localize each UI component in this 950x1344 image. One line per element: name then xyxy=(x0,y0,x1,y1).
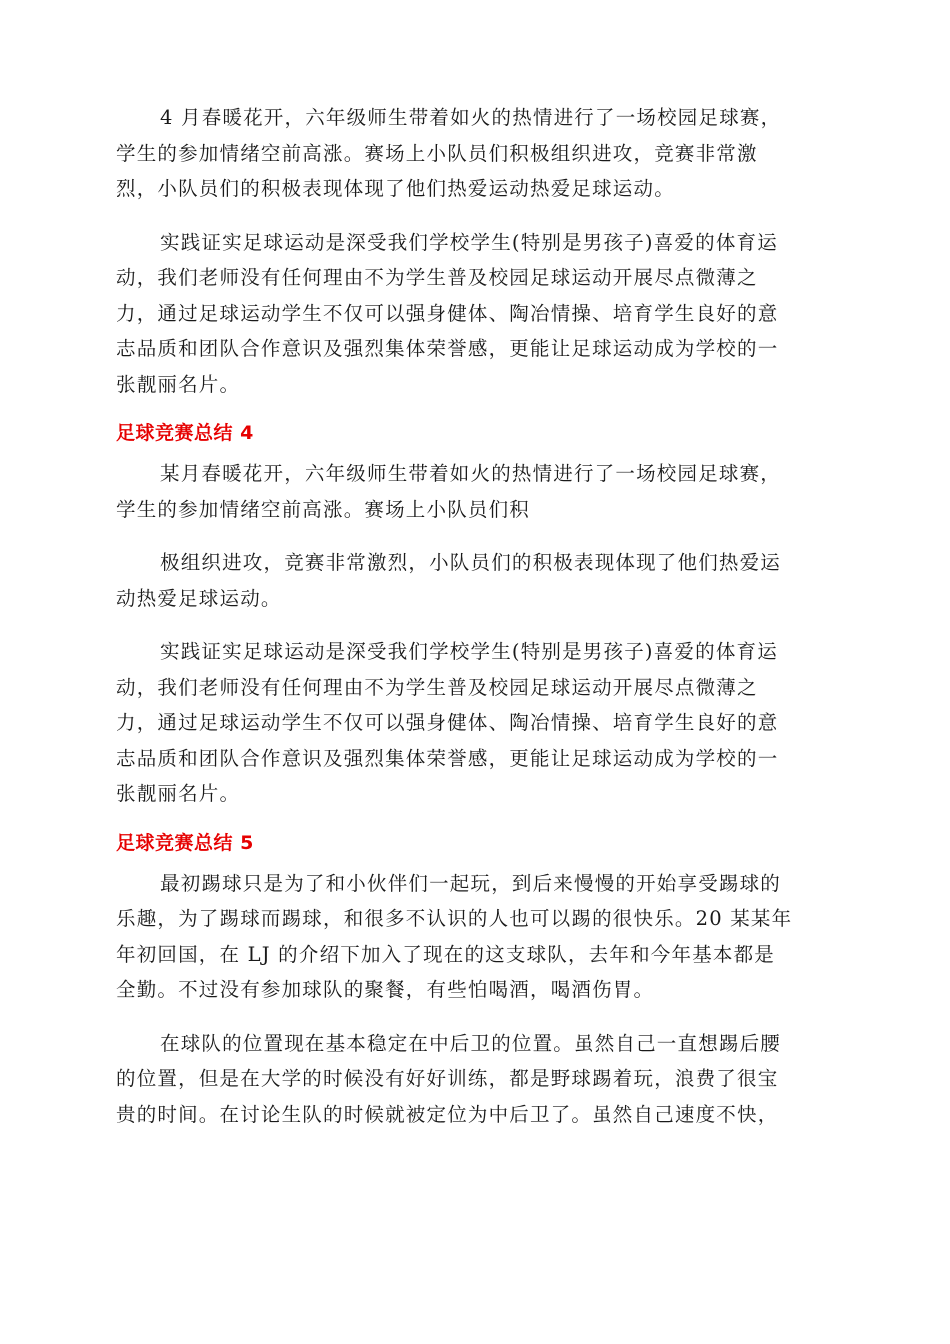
text-line: 力，通过足球运动学生不仅可以强身健体、陶冶情操、培育学生良好的意 xyxy=(116,301,779,325)
text-line: 动，我们老师没有任何理由不为学生普及校园足球运动开展尽点微薄之 xyxy=(116,266,758,289)
text-line: 学生的参加情绪空前高涨。赛场上小队员们积 xyxy=(116,497,531,521)
text-line: 最初踢球只是为了和小伙伴们一起玩，到后来慢慢的开始享受踢球的 xyxy=(160,871,782,895)
text-line: 年初回国，在 LJ 的介绍下加入了现在的这支球队，去年和今年基本都是 xyxy=(116,942,775,966)
text-line: 张靓丽名片。 xyxy=(116,372,241,396)
text-line: 贵的时间。在讨论生队的时候就被定位为中后卫了。虽然自己速度不快， xyxy=(116,1102,779,1126)
text-line: 极组织进攻，竞赛非常激烈，小队员们的积极表现体现了他们热爱运 xyxy=(160,551,782,574)
text-line: 志品质和团队合作意识及强烈集体荣誉感，更能让足球运动成为学校的一 xyxy=(116,746,779,770)
text-line: 的位置，但是在大学的时候没有好好训练，都是野球踢着玩，浪费了很宝 xyxy=(116,1067,779,1090)
text-line: 乐趣，为了踢球而踢球，和很多不认识的人也可以踢的很快乐。20 某某年 xyxy=(116,907,793,930)
text-line: 实践证实足球运动是深受我们学校学生(特别是男孩子)喜爱的体育运 xyxy=(160,640,778,663)
paragraph-3 xyxy=(116,456,836,527)
text-line: 学生的参加情绪空前高涨。赛场上小队员们积极组织进攻，竞赛非常激 xyxy=(116,141,758,165)
paragraph-2 xyxy=(116,225,836,403)
text-line: 烈，小队员们的积极表现体现了他们热爱运动热爱足球运动。 xyxy=(116,177,675,200)
text-line: 动热爱足球运动。 xyxy=(116,586,282,610)
text-line: 动，我们老师没有任何理由不为学生普及校园足球运动开展尽点微薄之 xyxy=(116,675,758,699)
paragraph-6 xyxy=(116,866,836,1008)
paragraph-4 xyxy=(116,545,836,616)
document-page xyxy=(116,100,836,1150)
text-line: 某月春暖花开，六年级师生带着如火的热情进行了一场校园足球赛， xyxy=(160,462,782,485)
text-line: 实践证实足球运动是深受我们学校学生(特别是男孩子)喜爱的体育运 xyxy=(160,230,778,254)
text-line: 全勤。不过没有参加球队的聚餐，有些怕喝酒，喝酒伤胃。 xyxy=(116,978,655,1001)
paragraph-1 xyxy=(116,100,836,207)
text-line: 在球队的位置现在基本稳定在中后卫的位置。虽然自己一直想踢后腰 xyxy=(160,1031,782,1055)
text-line: 张靓丽名片。 xyxy=(116,782,241,805)
text-line: 4 月春暖花开，六年级师生带着如火的热情进行了一场校园足球赛， xyxy=(160,106,782,129)
text-line: 志品质和团队合作意识及强烈集体荣誉感，更能让足球运动成为学校的一 xyxy=(116,337,779,360)
paragraph-7 xyxy=(116,1026,836,1133)
section-heading-5: 足球竞赛总结 5 xyxy=(116,831,254,854)
section-heading-4: 足球竞赛总结 4 xyxy=(116,422,254,444)
paragraph-5 xyxy=(116,634,836,812)
text-line: 力，通过足球运动学生不仅可以强身健体、陶冶情操、培育学生良好的意 xyxy=(116,711,779,734)
